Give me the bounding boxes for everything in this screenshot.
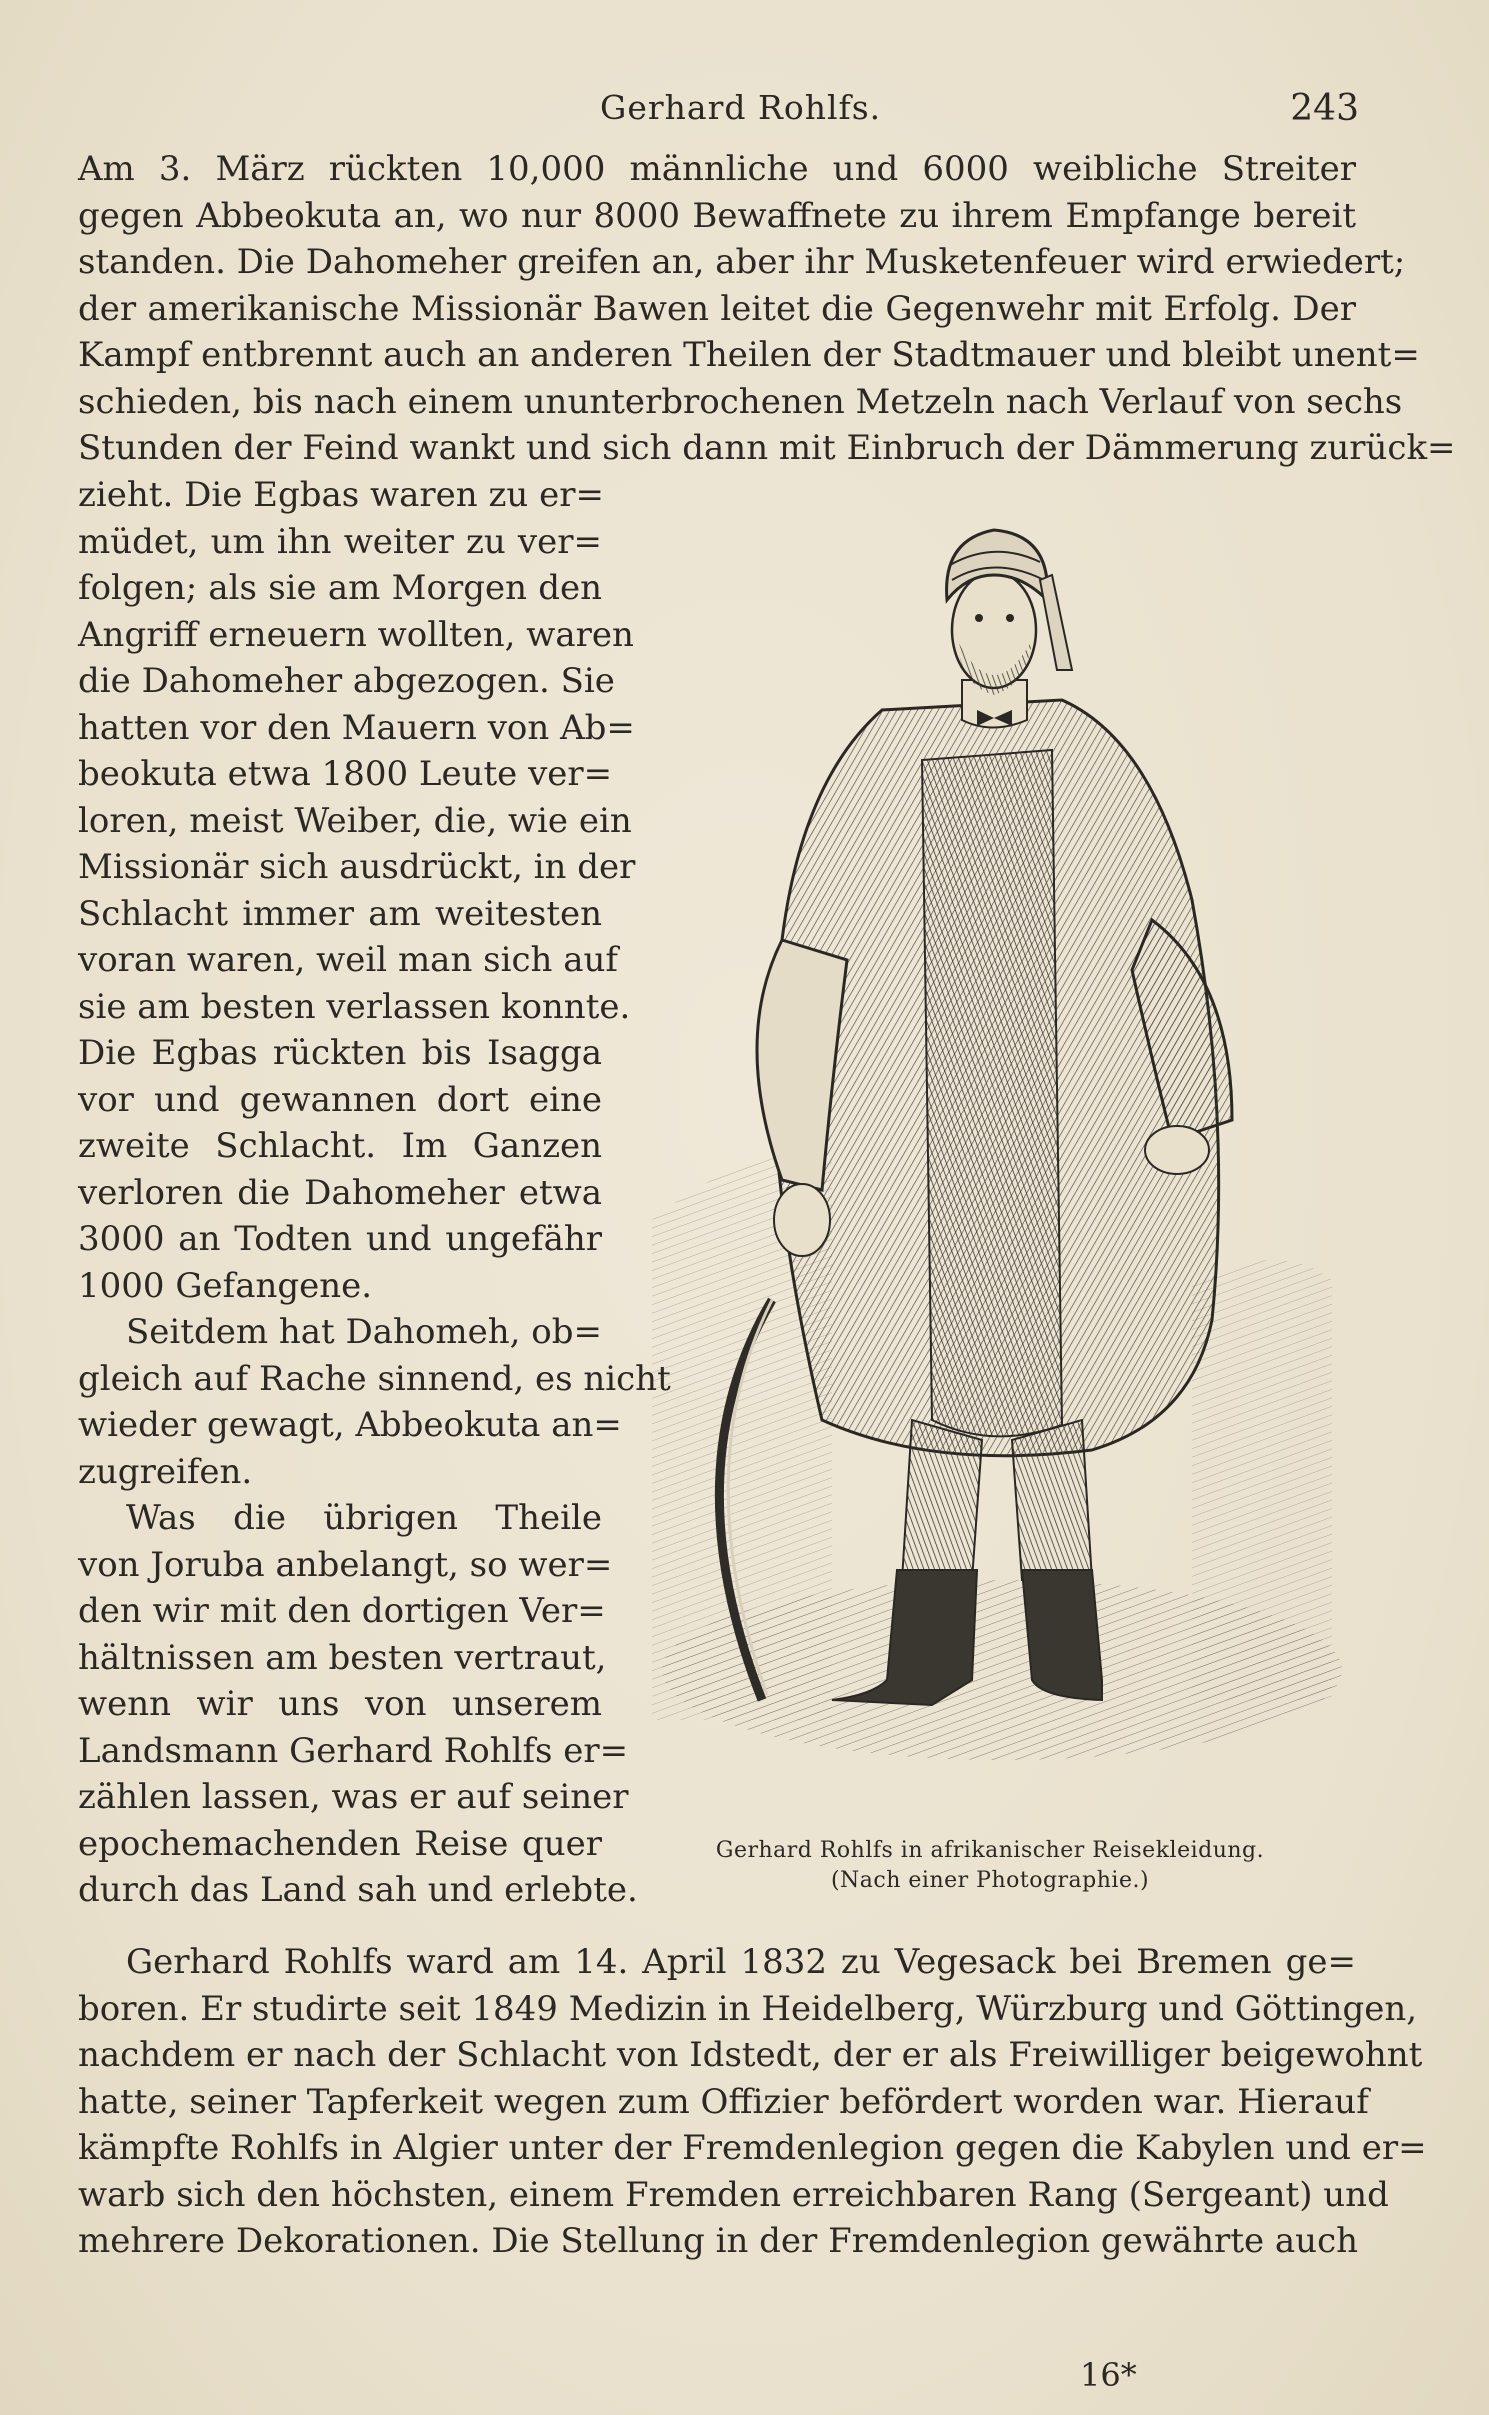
text-line: der amerikanische Missionär Bawen leitet die Gegenwehr mit Erfolg. Der [78,288,1356,329]
text-line: sie am besten verlassen konnte. [78,986,631,1027]
text-line: Missionär sich ausdrückt, in der [78,847,636,887]
text-line: loren, meist Weiber, die, wie ein [78,800,632,841]
text-line: vor und gewannen dort eine [78,1079,602,1120]
text-line: beokuta etwa 1800 Leute ver= [78,754,613,794]
text-line: 1000 Gefangene. [78,1265,373,1306]
text-line: Was die übrigen Theile [126,1498,602,1538]
running-title: Gerhard Rohlfs. [600,88,882,127]
text-line: epochemachenden Reise quer [78,1823,602,1864]
text-line: nachdem er nach der Schlacht von Idstedt, der er als Freiwilliger beigewohnt [78,2035,1423,2075]
text-line: 3000 an Todten und ungefähr [78,1219,602,1259]
text-line: warb sich den höchsten, einem Fremden erreichbaren Rang (Sergeant) und [78,2174,1389,2215]
text-line: Kampf entbrennt auch an anderen Theilen der Stadtmauer und bleibt unent= [78,335,1420,375]
bottom-paragraph [78,1939,1427,2265]
text-line: boren. Er studirte seit 1849 Medizin in Heidelberg, Würzburg und Göttingen, [78,1988,1418,2029]
text-line: hältnissen am besten vertraut, [78,1637,607,1678]
text-line: von Joruba anbelangt, so wer= [78,1544,613,1585]
left-column-text [78,472,671,1914]
page-number: 243 [1290,88,1359,129]
text-line: Stunden der Feind wankt und sich dann mit Einbruch der Dämmerung zurück= [78,428,1456,468]
text-line: Landsmann Gerhard Rohlfs er= [78,1730,629,1771]
text-line: die Dahomeher abgezogen. Sie [78,661,615,701]
text-line: Gerhard Rohlfs ward am 14. April 1832 zu Vegesack bei Bremen ge= [126,1942,1356,1982]
text-line: folgen; als sie am Morgen den [78,568,602,608]
text-line: durch das Land sah und erlebte. [78,1870,638,1910]
text-line: mehrere Dekorationen. Die Stellung in der Fremdenlegion gewährte auch [78,2221,1359,2261]
top-paragraph [78,146,1456,472]
text-line: gleich auf Rache sinnend, es nicht [78,1358,671,1399]
text-line: voran waren, weil man sich auf [78,940,618,980]
text-line: Schlacht immer am weitesten [78,893,602,934]
text-line: gegen Abbeokuta an, wo nur 8000 Bewaffnete zu ihrem Empfange bereit [78,195,1356,236]
caption-line: Gerhard Rohlfs in afrikanischer Reisekleidung. [715,1838,1265,1863]
text-line: schieden, bis nach einem ununterbrochenen Metzeln nach Verlauf von sechs [78,381,1403,422]
text-line: müdet, um ihn weiter zu ver= [78,521,602,562]
text-line: Am 3. März rückten 10,000 männliche und 6000 weibliche Streiter [78,149,1356,189]
text-line: Seitdem hat Dahomeh, ob= [126,1312,603,1352]
text-line: den wir mit den dortigen Ver= [78,1591,606,1631]
text-line: Die Egbas rückten bis Isagga [78,1033,602,1073]
text-line: hatte, seiner Tapferkeit wegen zum Offizier befördert worden war. Hierauf [78,2081,1369,2122]
signature-mark: 16* [1080,2356,1137,2394]
text-line: zugreifen. [78,1451,253,1492]
text-line: kämpfte Rohlfs in Algier unter der Fremdenlegion gegen die Kabylen und er= [78,2128,1427,2168]
text-line: hatten vor den Mauern von Ab= [78,707,635,748]
text-line: wieder gewagt, Abbeokuta an= [78,1405,622,1445]
portrait-engraving [632,520,1342,1770]
figure-caption [630,1836,1350,1896]
text-line: zieht. Die Egbas waren zu er= [78,475,604,515]
text-line: zweite Schlacht. Im Ganzen [78,1126,602,1166]
text-line: verloren die Dahomeher etwa [78,1172,602,1213]
caption-line: (Nach einer Photographie.) [830,1868,1150,1893]
text-line: standen. Die Dahomeher greifen an, aber ihr Musketenfeuer wird erwiedert; [78,242,1406,282]
text-line: wenn wir uns von unserem [78,1684,602,1724]
text-line: Angriff erneuern wollten, waren [78,614,634,655]
text-line: zählen lassen, was er auf seiner [78,1777,629,1817]
